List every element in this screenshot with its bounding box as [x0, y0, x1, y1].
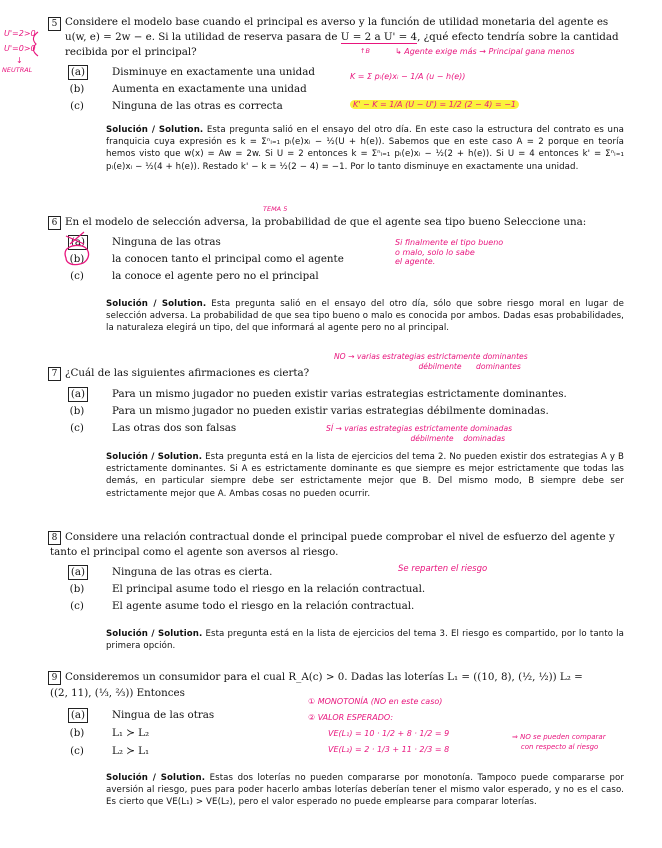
handwritten-margin-note: U'=0>0	[4, 44, 36, 53]
handwritten-margin-note: U'=2>0	[4, 29, 36, 38]
solution: Solución / Solution. Esta pregunta salió en el ensayo del otro día. En este caso la estructura del contrato es una franquicia cuya expresión es k = Σⁿᵢ₌₁ pᵢ(e)xᵢ − ½(U + h(e)). Sabemos que en este caso A = 2 porque en teoría hemos visto que w(x) = Aw = 2w. Si U = 2 entonces k = Σⁿᵢ₌₁ pᵢ(e)xᵢ − ½(2 + h(e)). Si U = 4 entonces k' = Σⁿᵢ₌₁ pᵢ(e)xᵢ − ½(4 + h(e)). Restado k' − k = ½(2 − 4) = −1. Por lo tanto disminuye en exactamente una unidad.	[106, 125, 624, 172]
handwritten-note: ↑B	[360, 47, 370, 55]
question-stem: En el modelo de selección adversa, la probabilidad de que el agente sea tipo bueno Seleccione una:	[65, 216, 587, 228]
handwritten-margin-note: ↓	[16, 56, 23, 65]
handwritten-note: ⇒ NO se pueden comparar con respecto al riesgo	[512, 733, 606, 751]
stem-line: recibida por el principal?	[65, 46, 197, 58]
question-number: 5	[48, 17, 61, 31]
handwritten-note: Se reparten el riesgo	[398, 564, 488, 574]
handwritten-note: VE(L₁) = 10 · 1/2 + 8 · 1/2 = 9	[328, 729, 450, 738]
handwritten-note: Si finalmente el tipo bueno o malo, solo lo sabe el agente.	[395, 238, 504, 266]
stem-line: u(w, e) = 2w − e. Si la utilidad de reserva pasara de U = 2 a U' = 4, ¿qué efecto tendría sobre la cantidad	[65, 31, 619, 43]
solution: Solución / Solution. Esta pregunta está en la lista de ejercicios del tema 2. No pueden existir dos estrategias A y B estrictamente dominantes. Si A es estrictamente dominante es que siempre es mejor estrictamente que todas las demás, en particular siempre debe ser estrictamente mejor que B. Del mismo modo, B siempre debe ser estrictamente mejor que A. Ambas cosas no pueden ocurrir.	[106, 452, 624, 499]
stem-line: Considere el modelo base cuando el principal es averso y la función de utilidad monetaria del agente es	[65, 16, 609, 28]
handwritten-note: ② VALOR ESPERADO:	[308, 713, 394, 722]
handwritten-margin-note: NEUTRAL	[2, 66, 33, 74]
solution: Solución / Solution. Esta pregunta salió en el ensayo del otro día, sólo que sobre riesgo moral en lugar de selección adversa. La probabilidad de que sea tipo bueno o malo es conocida por ambos. Dadas esas probabilidades, la naturaleza elegirá un tipo, del que informará al agente pero no al principal.	[106, 299, 624, 334]
handwritten-note: NO → varias estrategias estrictamente dominantes débilmente dominantes	[334, 352, 528, 371]
handwritten-formula: K' − K = 1/A (U − U') = 1/2 (2 − 4) = −1	[350, 100, 519, 110]
handwritten-note: TEMA 5	[263, 205, 288, 213]
question-stem: tanto el principal como el agente son aversos al riesgo.	[50, 546, 339, 558]
question-number: 7	[48, 367, 61, 381]
question-number: 6	[48, 216, 61, 230]
handwritten-note: VE(L₂) = 2 · 1/3 + 11 · 2/3 = 8	[328, 745, 450, 754]
question-stem: Considere una relación contractual donde el principal puede comprobar el nivel de esfuerzo del agente y	[65, 531, 615, 543]
question-stem: Consideremos un consumidor para el cual R_A(c) > 0. Dadas las loterías L₁ = ((10, 8), (½, ½)) L₂ =	[65, 671, 583, 683]
question-stem: ((2, 11), (⅓, ⅔)) Entonces	[50, 687, 185, 699]
question-number: 9	[48, 671, 61, 685]
handwritten-note: ① MONOTONÍA (NO en este caso)	[308, 697, 443, 706]
question-stem: ¿Cuál de las siguientes afirmaciones es cierta?	[65, 367, 310, 379]
solution: Solución / Solution. Estas dos loterías no pueden compararse por monotonía. Tampoco puede compararse por aversión al riesgo, pues para poder hacerlo ambas loterías deberían tener el mismo valor esperado, y no es el caso. Es cierto que VE(L₁) > VE(L₂), pero el valor esperado no puede emplearse para comparar loterías.	[106, 773, 624, 808]
highlighted-utility: U = 2 a U' = 4	[340, 31, 418, 43]
solution: Solución / Solution. Esta pregunta está en la lista de ejercicios del tema 3. El riesgo es compartido, por lo tanto la primera opción.	[106, 629, 625, 652]
handwritten-note: ↳ Agente exige más → Principal gana menos	[395, 47, 575, 56]
handwritten-note: SÍ → varias estrategias estrictamente dominadas débilmente dominadas	[326, 424, 513, 443]
handwritten-formula: K = Σ pᵢ(e)xᵢ − 1/A (u − h(e))	[350, 72, 466, 81]
question-number: 8	[48, 531, 61, 545]
